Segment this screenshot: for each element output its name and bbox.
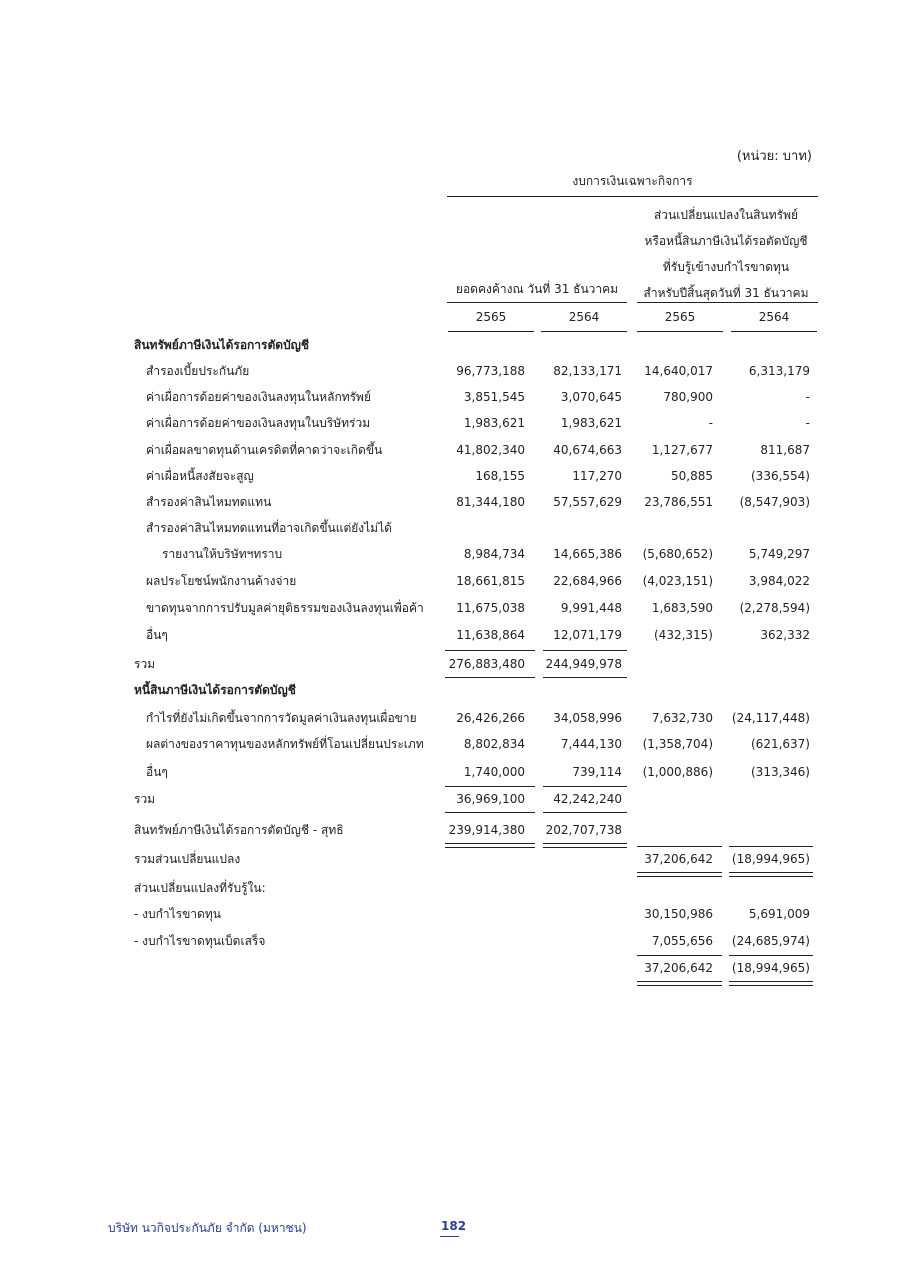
year-rule-2	[541, 331, 627, 332]
change-column-header	[634, 202, 818, 306]
table-row	[0, 571, 906, 591]
cell-2565-balance: 168,155	[475, 469, 525, 483]
cell-2564-change: (313,346)	[751, 765, 810, 779]
total-row	[0, 958, 906, 978]
row-label: ผลต่างของราคาทุนของหลักทรัพย์ที่โอนเปลี่ยนประเภท	[146, 737, 424, 751]
row-label: รวม	[134, 657, 156, 671]
cell-2565-change: 30,150,986	[644, 907, 713, 921]
cell-2564-balance: 9,991,448	[560, 601, 622, 615]
subtotal-rule	[445, 786, 535, 787]
cell-2564-change: (24,117,448)	[731, 711, 810, 725]
cell-2565-change: 7,055,656	[651, 934, 713, 948]
subtotal-rule	[445, 650, 535, 651]
cell-2565-balance: 18,661,815	[456, 574, 525, 588]
row-label: รวม	[134, 792, 156, 806]
cell-2565-change: (4,023,151)	[642, 574, 713, 588]
double-rule	[637, 872, 722, 877]
cell-2564-balance: 244,949,978	[545, 657, 622, 671]
change-header-line-2: หรือหนี้สินภาษีเงินได้รอตัดบัญชี	[644, 234, 808, 248]
cell-2564-change: 5,749,297	[748, 547, 810, 561]
cell-2565-change: 14,640,017	[644, 364, 713, 378]
table-row	[0, 625, 906, 645]
row-label: - งบกำไรขาดทุน	[134, 907, 221, 921]
cell-2565-balance: 276,883,480	[448, 657, 525, 671]
cell-2565-balance: 36,969,100	[456, 792, 525, 806]
cell-2564-change: 811,687	[760, 443, 810, 457]
change-header-line-1: ส่วนเปลี่ยนแปลงในสินทรัพย์	[653, 208, 799, 222]
cell-2564-change: (18,994,965)	[731, 852, 810, 866]
row-label: - งบกำไรขาดทุนเบ็ดเสร็จ	[134, 934, 266, 948]
table-row	[0, 708, 906, 728]
cell-2564-balance: 40,674,663	[553, 443, 622, 457]
row-label: สินทรัพย์ภาษีเงินได้รอการตัดบัญชี	[134, 338, 310, 352]
cell-2565-balance: 1,740,000	[463, 765, 525, 779]
subtotal-rule	[637, 846, 722, 847]
cell-2565-balance: 81,344,180	[456, 495, 525, 509]
table-row	[0, 931, 906, 951]
unit-label: (หน่วย: บาท)	[736, 149, 812, 164]
table-row	[0, 361, 906, 381]
cell-2564-balance: 202,707,738	[545, 823, 622, 837]
total-rule	[445, 677, 535, 678]
row-label: ค่าเผื่อการด้อยค่าของเงินลงทุนในหลักทรัพย์	[146, 390, 371, 404]
cell-2565-change: 1,683,590	[651, 601, 713, 615]
cell-2564-balance: 57,557,629	[553, 495, 622, 509]
year-header-2: 2564	[568, 310, 600, 324]
row-label: สำรองค่าสินไหมทดแทนที่อาจเกิดขึ้นแต่ยังไม่ได้	[146, 521, 392, 535]
row-label: ค่าเผื่อผลขาดทุนด้านเครดิตที่คาดว่าจะเกิดขึ้น	[146, 443, 383, 457]
change-header-line-4: สำหรับปีสิ้นสุดวันที่ 31 ธันวาคม	[643, 286, 809, 300]
year-header-1: 2565	[475, 310, 507, 324]
cell-2564-change: -	[805, 390, 810, 404]
table-row	[0, 598, 906, 618]
subheader-rule-change	[637, 302, 818, 303]
total-rule	[543, 677, 627, 678]
footer-company-name: บริษัท นวกิจประกันภัย จำกัด (มหาชน)	[108, 1221, 307, 1235]
subtotal-rule	[637, 955, 722, 956]
cell-2564-change: 362,332	[760, 628, 810, 642]
cell-2564-balance: 42,242,240	[553, 792, 622, 806]
row-label: รวมส่วนเปลี่ยนแปลง	[134, 852, 241, 866]
cell-2565-balance: 8,802,834	[463, 737, 525, 751]
table-row	[0, 878, 906, 898]
cell-2565-change: 780,900	[663, 390, 713, 404]
cell-2565-change: -	[708, 416, 713, 430]
double-rule	[729, 872, 813, 877]
cell-2564-change: 3,984,022	[748, 574, 810, 588]
row-label: อื่นๆ	[146, 628, 168, 642]
subtotal-rule	[729, 955, 813, 956]
row-label: ขาดทุนจากการปรับมูลค่ายุติธรรมของเงินลงทุนเพื่อค้า	[146, 601, 424, 615]
row-label: กำไรที่ยังไม่เกิดขึ้นจากการวัดมูลค่าเงินลงทุนเผื่อขาย	[146, 711, 417, 725]
table-row	[0, 466, 906, 486]
subheader-rule-balance	[447, 302, 627, 303]
year-rule-1	[448, 331, 534, 332]
cell-2564-balance: 739,114	[572, 765, 622, 779]
net-total-row	[0, 820, 906, 840]
cell-2564-change: (621,637)	[751, 737, 810, 751]
table-row	[0, 762, 906, 782]
year-header-3: 2565	[664, 310, 696, 324]
cell-2565-change: (5,680,652)	[642, 547, 713, 561]
statement-header: งบการเงินเฉพาะกิจการ	[572, 174, 693, 188]
cell-2564-balance: 117,270	[572, 469, 622, 483]
year-header-4: 2564	[758, 310, 790, 324]
cell-2565-change: (1,358,704)	[642, 737, 713, 751]
table-row	[0, 492, 906, 512]
cell-2564-change: -	[805, 416, 810, 430]
cell-2564-balance: 7,444,130	[560, 737, 622, 751]
total-row	[0, 654, 906, 674]
total-rule	[445, 812, 535, 813]
row-label: อื่นๆ	[146, 765, 168, 779]
table-row	[0, 387, 906, 407]
table-row	[0, 518, 906, 538]
table-row	[0, 413, 906, 433]
cell-2564-balance: 22,684,966	[553, 574, 622, 588]
cell-2565-change: 37,206,642	[644, 961, 713, 975]
cell-2565-change: (1,000,886)	[642, 765, 713, 779]
row-label: รายงานให้บริษัทฯทราบ	[162, 547, 283, 561]
cell-2564-balance: 1,983,621	[560, 416, 622, 430]
double-rule	[445, 843, 535, 848]
balance-column-header: ยอดคงค้างณ วันที่ 31 ธันวาคม	[455, 282, 619, 296]
table-row	[0, 544, 906, 564]
table-row	[0, 734, 906, 754]
cell-2565-balance: 3,851,545	[463, 390, 525, 404]
cell-2564-change: (2,278,594)	[739, 601, 810, 615]
cell-2565-change: 1,127,677	[651, 443, 713, 457]
section-heading-liabilities	[0, 680, 906, 700]
cell-2565-balance: 1,983,621	[463, 416, 525, 430]
cell-2564-balance: 14,665,386	[553, 547, 622, 561]
table-row	[0, 904, 906, 924]
cell-2565-change: 37,206,642	[644, 852, 713, 866]
cell-2564-change: (18,994,965)	[731, 961, 810, 975]
cell-2565-change: 23,786,551	[644, 495, 713, 509]
total-row	[0, 789, 906, 809]
total-rule	[543, 812, 627, 813]
subtotal-rule	[543, 650, 627, 651]
page-number: 182	[441, 1219, 467, 1233]
cell-2565-balance: 11,675,038	[456, 601, 525, 615]
cell-2564-balance: 12,071,179	[553, 628, 622, 642]
cell-2565-balance: 239,914,380	[448, 823, 525, 837]
cell-2565-balance: 26,426,266	[456, 711, 525, 725]
cell-2564-change: (336,554)	[751, 469, 810, 483]
cell-2565-balance: 11,638,864	[456, 628, 525, 642]
cell-2564-change: (8,547,903)	[739, 495, 810, 509]
cell-2564-balance: 3,070,645	[560, 390, 622, 404]
change-header-line-3: ที่รับรู้เข้างบกำไรขาดทุน	[662, 260, 790, 274]
cell-2565-change: 50,885	[671, 469, 713, 483]
row-label: สำรองเบี้ยประกันภัย	[146, 364, 250, 378]
page-number-underline	[440, 1236, 459, 1237]
cell-2565-change: 7,632,730	[651, 711, 713, 725]
double-rule	[729, 981, 813, 986]
cell-2564-change: 5,691,009	[748, 907, 810, 921]
row-label: ส่วนเปลี่ยนแปลงที่รับรู้ใน:	[134, 881, 266, 895]
double-rule	[637, 981, 722, 986]
cell-2565-change: (432,315)	[654, 628, 713, 642]
row-label: ผลประโยชน์พนักงานค้างจ่าย	[146, 574, 297, 588]
year-rule-4	[731, 331, 817, 332]
cell-2565-balance: 8,984,734	[463, 547, 525, 561]
cell-2564-change: (24,685,974)	[731, 934, 810, 948]
double-rule	[543, 843, 627, 848]
subtotal-rule	[729, 846, 813, 847]
cell-2565-balance: 41,802,340	[456, 443, 525, 457]
year-rule-3	[637, 331, 723, 332]
row-label: หนี้สินภาษีเงินได้รอการตัดบัญชี	[134, 683, 296, 697]
cell-2565-balance: 96,773,188	[456, 364, 525, 378]
row-label: ค่าเผื่อหนี้สงสัยจะสูญ	[146, 469, 254, 483]
row-label: สำรองค่าสินไหมทดแทน	[146, 495, 272, 509]
table-row	[0, 440, 906, 460]
header-rule	[447, 196, 818, 197]
cell-2564-balance: 34,058,996	[553, 711, 622, 725]
row-label: ค่าเผื่อการด้อยค่าของเงินลงทุนในบริษัทร่วม	[146, 416, 371, 430]
cell-2564-balance: 82,133,171	[553, 364, 622, 378]
row-label: สินทรัพย์ภาษีเงินได้รอการตัดบัญชี - สุทธิ	[134, 823, 344, 837]
cell-2564-change: 6,313,179	[748, 364, 810, 378]
total-change-row	[0, 849, 906, 869]
subtotal-rule	[543, 786, 627, 787]
section-heading-assets	[0, 335, 906, 355]
